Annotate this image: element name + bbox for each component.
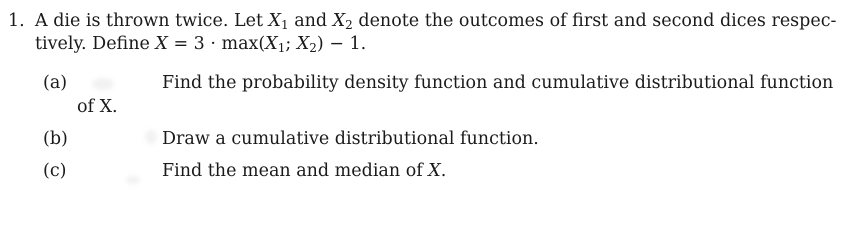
intro-text-define: tively. Define (35, 34, 156, 54)
definition-expr-a: = 3 · max( (167, 34, 266, 54)
definition-separator: ; (285, 34, 297, 54)
part-c-label: (c) (43, 161, 67, 181)
part-a-text: Find the probability density function and cumulative distributional function (162, 73, 834, 93)
part-b-label: (b) (43, 129, 68, 149)
intro-text-a: A die is thrown twice. Let (35, 11, 269, 31)
intro-text-c: denote the outcomes of first and second dices respec- (352, 11, 837, 31)
var-x1: $X_1$ (268, 11, 289, 32)
scan-smudge (145, 130, 157, 144)
var-X1-def: $X_1$ (265, 34, 286, 55)
problem-number-text: 1. (8, 11, 25, 31)
part-b-text: Draw a cumulative distributional function. (162, 129, 539, 149)
part-c-text: Find the mean and median of X. (162, 161, 447, 181)
var-x2: $X_2$ (332, 11, 353, 32)
intro-text-b: and (288, 11, 333, 31)
problem-intro-line2 (35, 33, 366, 59)
part-a-continuation: of X. (77, 97, 118, 117)
definition-expr-b: ) − 1. (316, 34, 367, 54)
var-X: X (155, 34, 168, 54)
problem-number (8, 10, 25, 32)
scan-smudge (92, 78, 114, 90)
part-a-label: (a) (43, 73, 68, 93)
var-X2-def: $X_2$ (296, 34, 317, 55)
scan-smudge (126, 176, 140, 184)
